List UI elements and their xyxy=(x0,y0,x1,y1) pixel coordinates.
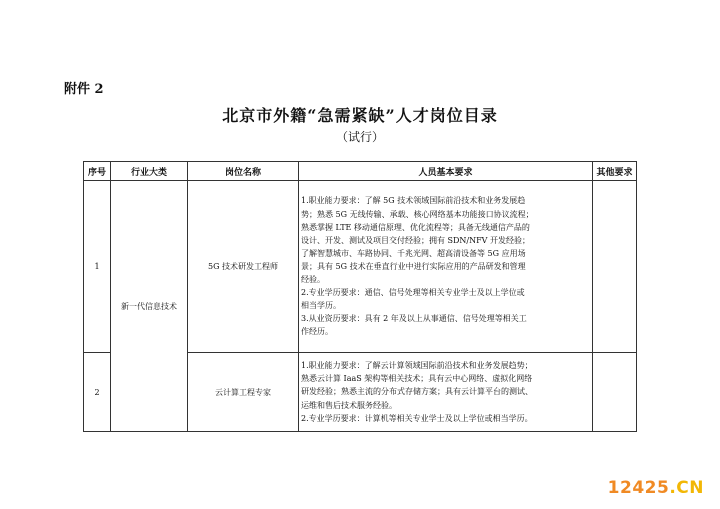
industry-cell: 新一代信息技术 xyxy=(111,181,188,432)
watermark-number: 12425 xyxy=(607,478,670,498)
table-row xyxy=(84,181,637,353)
requirement-line: 相当学历。 xyxy=(301,301,341,311)
requirement-line: 势；熟悉 5G 无线传输、承载、核心网络基本功能接口协议流程； xyxy=(301,209,534,219)
document-subtitle: （试行） xyxy=(335,130,384,144)
attachment-label: 附件 2 xyxy=(64,82,104,97)
position-name: 5G 技术研发工程师 xyxy=(188,181,299,353)
header-other: 其他要求 xyxy=(593,162,637,181)
requirements-cell xyxy=(299,353,593,432)
requirement-line: 1.职业能力要求：了解云计算领域国际前沿技术和业务发展趋势； xyxy=(301,361,533,371)
position-name: 云计算工程专家 xyxy=(188,353,299,432)
table-header-row xyxy=(84,162,637,181)
other-requirements xyxy=(593,181,637,353)
requirement-line: 作经历。 xyxy=(301,327,333,337)
requirement-line: 2.专业学历要求：通信、信号处理等相关专业学士及以上学位或 xyxy=(301,288,525,298)
requirement-line: 设计、开发、测试及项目交付经验；拥有 SDN/NFV 开发经验； xyxy=(301,235,531,245)
requirement-line: 熟悉掌握 LTE 移动通信原理、优化流程等；具备无线通信产品的 xyxy=(301,222,530,232)
row-number: 2 xyxy=(84,353,111,432)
requirement-line: 3.从业资历要求：具有 2 年及以上从事通信、信号处理等相关工 xyxy=(301,314,527,324)
requirement-line: 1.职业能力要求：了解 5G 技术领域国际前沿技术和业务发展趋 xyxy=(301,196,526,206)
header-no: 序号 xyxy=(84,162,111,181)
other-requirements xyxy=(593,353,637,432)
document-title: 北京市外籍“急需紧缺”人才岗位目录 xyxy=(222,106,498,125)
row-number: 1 xyxy=(84,181,111,353)
talent-catalog-table xyxy=(83,161,637,432)
requirement-line: 2.专业学历要求：计算机等相关专业学士及以上学位或相当学历。 xyxy=(301,413,533,423)
requirements-cell xyxy=(299,181,593,353)
requirement-line: 研发经验；熟悉主流的分布式存储方案；具有云计算平台的测试、 xyxy=(301,387,533,397)
header-requirements: 人员基本要求 xyxy=(299,162,593,181)
site-watermark xyxy=(608,478,704,498)
header-position: 岗位名称 xyxy=(188,162,299,181)
requirement-line: 了解智慧城市、车路协同、千兆光网、超高清设备等 5G 应用场 xyxy=(301,248,526,258)
header-industry: 行业大类 xyxy=(111,162,188,181)
requirement-line: 景；具有 5G 技术在垂直行业中进行实际应用的产品研发和管理 xyxy=(301,261,526,271)
requirement-line: 熟悉云计算 IaaS 架构等相关技术；具有云中心网络、虚拟化网络 xyxy=(301,374,533,384)
watermark-domain: .CN xyxy=(669,478,704,498)
requirement-line: 运维和售后技术服务经验。 xyxy=(301,400,397,410)
requirement-line: 经验。 xyxy=(301,275,325,285)
